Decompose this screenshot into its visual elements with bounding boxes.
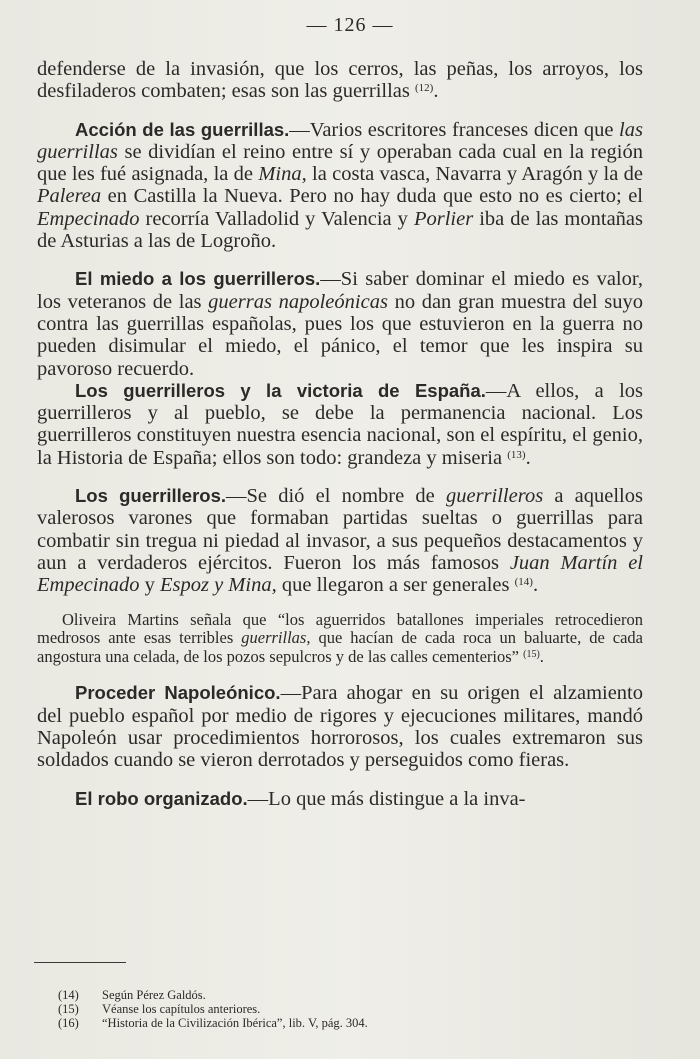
body-text: [37, 58, 643, 810]
footnote-ref: (15): [523, 648, 540, 660]
paragraph-text: —A ellos, a los guerrilleros y al pueblo, se debe la permanencia nacional. Los guerrilleros constituyen nuestra esencia nacional, son el espíritu, el genio, la Historia de España; ellos son todo: grandeza y miseria: [37, 379, 644, 469]
paragraph-text: defenderse de la invasión, que los cerros, las peñas, los arroyos, los desfiladeros combaten; esas son las guerrillas: [37, 58, 643, 103]
paragraph-text: a aquellos valerosos varones que formaban partidas sueltas o guerrillas para combatir sin tregua ni piedad al invasor, a sus pequeños destacamentos y aun a verdaderos ejércitos. Fueron los más famosos: [37, 485, 643, 574]
footnote-ref: (14): [514, 576, 533, 589]
section-heading: Los guerrilleros.: [75, 485, 227, 507]
footnote-divider: [34, 962, 126, 963]
footnotes: [58, 988, 618, 1030]
paragraph-text: iba de las montañas de Asturias a las de Logroño.: [37, 207, 644, 253]
paragraph-accion-guerrillas: [37, 119, 643, 253]
footnote-text: Véanse los capítulos anteriores.: [102, 1002, 261, 1016]
paragraph-robo-organizado: [37, 788, 643, 810]
paragraph-text: —Se dió el nombre de: [226, 485, 446, 508]
paragraph-text: .: [525, 446, 531, 469]
paragraph-text: en Castilla la Nueva. Pero no hay duda que esto no es cierto; el: [101, 185, 643, 208]
paragraph-text: no dan gran muestra del suyo contra las guerrillas españolas, pues los que estuvieron en la guerra no pueden disimular el miedo, el pánico, el temor que les inspira su pavoroso recuerdo.: [37, 290, 643, 380]
footnote: [58, 1016, 618, 1030]
paragraph-text: recorría Valladolid y Valencia y: [139, 207, 414, 230]
section-heading: El robo organizado.: [75, 787, 248, 809]
paragraph-guerrilleros-victoria: [37, 380, 643, 469]
paragraph-text: la costa vasca, Navarra y Aragón y la de: [306, 163, 644, 186]
footnote: [58, 1002, 618, 1016]
paragraph-text: —Lo que más distingue a la inva-: [247, 787, 526, 810]
italic-text: Mina,: [258, 163, 307, 186]
italic-text: Juan Martín el Empecinado: [37, 551, 643, 597]
quote-paragraph: [37, 611, 643, 667]
paragraph-text: .: [433, 80, 439, 103]
paragraph-text: que llegaron a ser generales: [276, 574, 515, 597]
footnote-text: “Historia de la Civilización Ibérica”, lib. V, pág. 304.: [102, 1016, 368, 1030]
italic-text: las guerrillas: [37, 118, 643, 163]
footnote-ref: (13): [507, 448, 526, 461]
italic-text: guerrillas,: [241, 628, 311, 648]
section-heading: El miedo a los guerrilleros.: [75, 268, 321, 290]
footnote: [58, 988, 618, 1002]
footnote-number: (16): [58, 1016, 79, 1030]
section-heading: Proceder Napoleónico.: [75, 682, 281, 704]
quote-text: .: [539, 646, 544, 666]
paragraph-proceder-napoleonico: [37, 682, 643, 771]
italic-text: guerrilleros: [445, 485, 544, 508]
paragraph-los-guerrilleros: [37, 485, 643, 596]
italic-text: Palerea: [37, 185, 102, 208]
footnote-ref: (12): [415, 82, 434, 95]
paragraph-text: —Si saber dominar el miedo es valor, los veteranos de las: [37, 268, 643, 313]
footnote-number: (15): [58, 1002, 79, 1016]
italic-text: Empecinado: [37, 207, 140, 230]
paragraph-1: [37, 58, 643, 103]
footnote-number: (14): [58, 988, 79, 1002]
section-heading: Acción de las guerrillas.: [75, 118, 290, 140]
quote-text: Oliveira Martins señala que “los aguerridos batallones imperiales retrocedieron medrosos ante esas terribles: [37, 609, 643, 648]
paragraph-miedo-guerrilleros: [37, 268, 643, 379]
paragraph-text: y: [139, 574, 160, 597]
page-number: — 126 —: [306, 14, 394, 36]
italic-text: Espoz y Mina,: [159, 574, 277, 597]
italic-text: Porlier: [413, 207, 474, 230]
italic-text: guerras napoleónicas: [208, 290, 388, 313]
section-heading: Los guerrilleros y la victoria de España.: [75, 379, 486, 401]
footnote-text: Según Pérez Galdós.: [102, 988, 206, 1002]
paragraph-text: —Varios escritores franceses dicen que: [289, 118, 620, 141]
quote-text: que hacían de cada roca un baluarte, de cada angostura una celada, de los pozos sepulcros y de las calles cementerios”: [37, 628, 643, 666]
paragraph-text: —Para ahogar en su origen el alzamiento del pueblo español por medio de rigores y ejecuciones militares, mandó Napoleón usar procedimientos horrorosos, los cuales extremaron sus soldados cuando se vieron derrotados y perseguidos como fieras.: [37, 682, 644, 772]
paragraph-text: .: [532, 574, 539, 597]
paragraph-text: se dividían el reino entre sí y operaban cada cual en la región que les fué asignada, la de: [37, 140, 643, 186]
